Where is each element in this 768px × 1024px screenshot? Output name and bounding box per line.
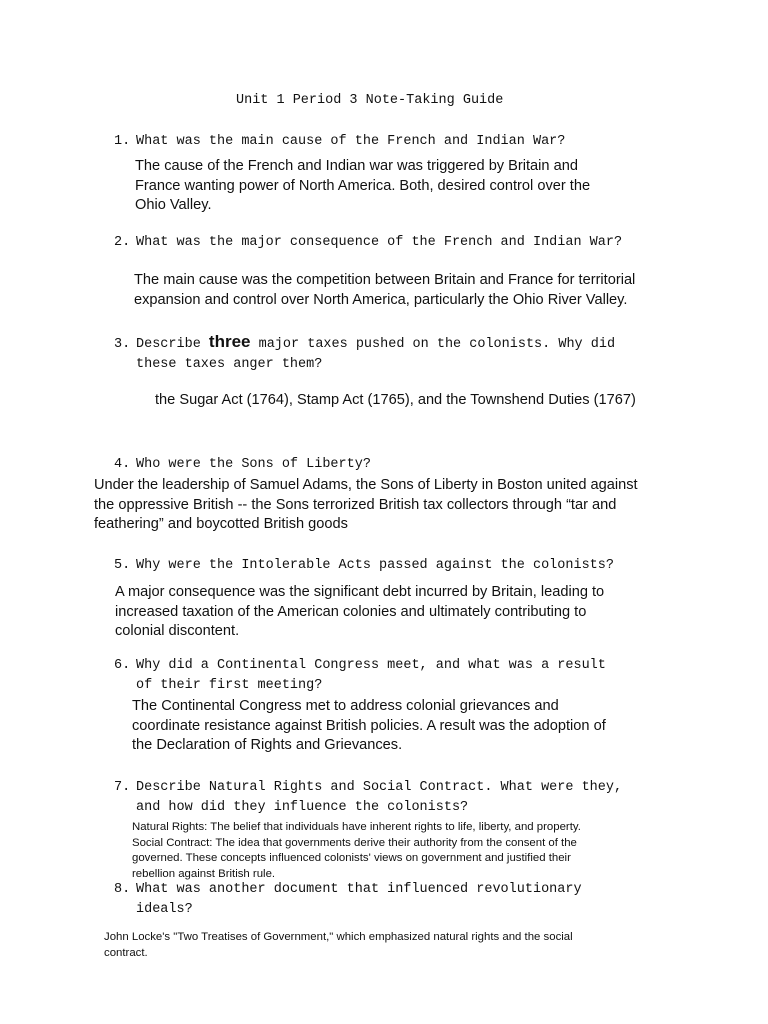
answer-5: [115, 583, 604, 642]
answer-8: [104, 930, 573, 961]
question-text-line2: and how did they influence the colonists?: [136, 800, 469, 815]
answer-6: [132, 697, 606, 756]
answer-7: [132, 820, 581, 882]
question-text-cont: major taxes pushed on the colonists. Why did: [258, 337, 616, 352]
question-1: [114, 134, 565, 149]
answer-line: France wanting power of North America. Both, desired control over the: [135, 177, 591, 194]
answer-line: John Locke's "Two Treatises of Government," which emphasized natural rights and the social: [104, 931, 573, 943]
question-text-line2: these taxes anger them?: [136, 357, 323, 372]
question-text: What was another document that influenced revolutionary: [136, 882, 582, 897]
answer-line: The main cause was the competition between Britain and France for territorial: [134, 272, 636, 288]
answer-line: The cause of the French and Indian war was triggered by Britain and: [135, 158, 578, 174]
answer-line: the oppressive British -- the Sons terrorized British tax collectors through “tar and: [94, 496, 617, 513]
question-text: Describe Natural Rights and Social Contract. What were they,: [136, 780, 623, 795]
question-text: Who were the Sons of Liberty?: [136, 457, 371, 472]
question-text-line2: of their first meeting?: [136, 678, 323, 693]
answer-line: The Continental Congress met to address colonial grievances and: [132, 698, 559, 714]
question-number: 3.: [114, 337, 131, 352]
question-3: [114, 332, 615, 372]
answer-line: feathering” and boycotted British goods: [94, 516, 348, 532]
answer-line: Ohio Valley.: [135, 197, 212, 213]
answer-3: [155, 391, 636, 411]
question-text: Describe: [136, 337, 201, 352]
question-number: 6.: [114, 658, 131, 673]
answer-line: A major consequence was the significant debt incurred by Britain, leading to: [115, 584, 605, 600]
answer-line: rebellion against British rule.: [132, 867, 276, 880]
question-number: 4.: [114, 457, 131, 472]
question-text: What was the major consequence of the French and Indian War?: [136, 235, 623, 250]
question-5: [114, 558, 614, 573]
question-number: 5.: [114, 558, 131, 573]
answer-2: [134, 271, 635, 310]
answer-line: colonial discontent.: [115, 623, 240, 639]
question-text: Why did a Continental Congress meet, and what was a result: [136, 658, 606, 673]
answer-line: expansion and control over North America, particularly the Ohio River Valley.: [134, 291, 628, 308]
question-number: 7.: [114, 780, 131, 795]
question-number: 8.: [114, 882, 131, 897]
question-text: Why were the Intolerable Acts passed against the colonists?: [136, 558, 614, 573]
answer-line: contract.: [104, 946, 148, 959]
answer-line: Social Contract: The idea that governments derive their authority from the consent of the: [132, 836, 577, 849]
emphasis-word: three: [208, 332, 251, 351]
question-2: [114, 235, 622, 250]
question-8: [114, 882, 582, 917]
answer-line: the Declaration of Rights and Grievances.: [132, 737, 403, 753]
question-number: 1.: [114, 134, 131, 149]
answer-line: the Sugar Act (1764), Stamp Act (1765), and the Townshend Duties (1767): [155, 392, 636, 408]
answer-4: [94, 476, 638, 535]
answer-line: Natural Rights: The belief that individuals have inherent rights to life, liberty, and property.: [132, 821, 581, 833]
question-6: [114, 658, 606, 693]
question-7: [114, 780, 622, 815]
answer-line: increased taxation of the American colonies and ultimately contributing to: [115, 603, 587, 620]
question-4: [114, 457, 371, 472]
question-text-line2: ideals?: [136, 902, 193, 917]
answer-1: [135, 157, 590, 216]
question-text: What was the main cause of the French and Indian War?: [136, 134, 566, 149]
question-number: 2.: [114, 235, 131, 250]
page-title: Unit 1 Period 3 Note-Taking Guide: [236, 93, 504, 108]
answer-line: governed. These concepts influenced colonists' views on government and justified their: [132, 852, 571, 864]
answer-line: Under the leadership of Samuel Adams, the Sons of Liberty in Boston united against: [94, 477, 638, 493]
answer-line: coordinate resistance against British policies. A result was the adoption of: [132, 717, 606, 734]
